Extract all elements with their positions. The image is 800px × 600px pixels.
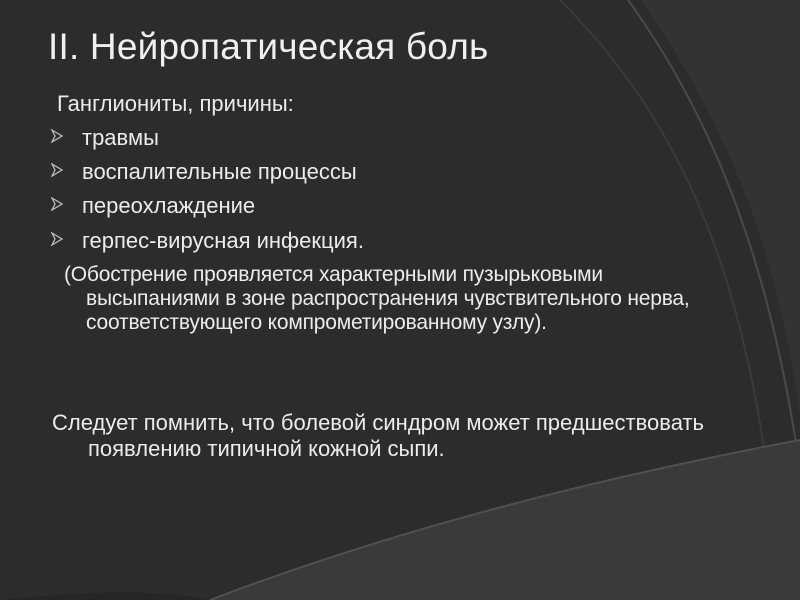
bullet-text: воспалительные процессы <box>82 159 357 185</box>
clarification-note: (Обострение проявляется характерными пузырьковыми высыпаниями в зоне распространения чувствительного нерва, соответствующего компрометированному узлу). <box>64 263 690 334</box>
arrow-bullet-icon <box>50 197 64 211</box>
remark-paragraph: Следует помнить, что болевой синдром может предшествовать появлению типичной кожной сыпи. <box>52 410 704 461</box>
intro-text: Ганглиониты, причины: <box>57 91 294 116</box>
bullet-item <box>50 124 159 151</box>
bullet-text: герпес-вирусная инфекция. <box>82 228 364 254</box>
bullet-text: переохлаждение <box>82 193 256 219</box>
bullet-item <box>50 227 364 254</box>
arrow-bullet-icon <box>50 129 64 143</box>
bullet-text: травмы <box>82 125 159 151</box>
bullet-item <box>50 192 255 219</box>
arrow-bullet-icon <box>50 163 64 177</box>
slide-title: II. Нейропатическая боль <box>48 26 489 67</box>
arrow-bullet-icon <box>50 232 64 246</box>
bullet-item <box>50 158 357 185</box>
